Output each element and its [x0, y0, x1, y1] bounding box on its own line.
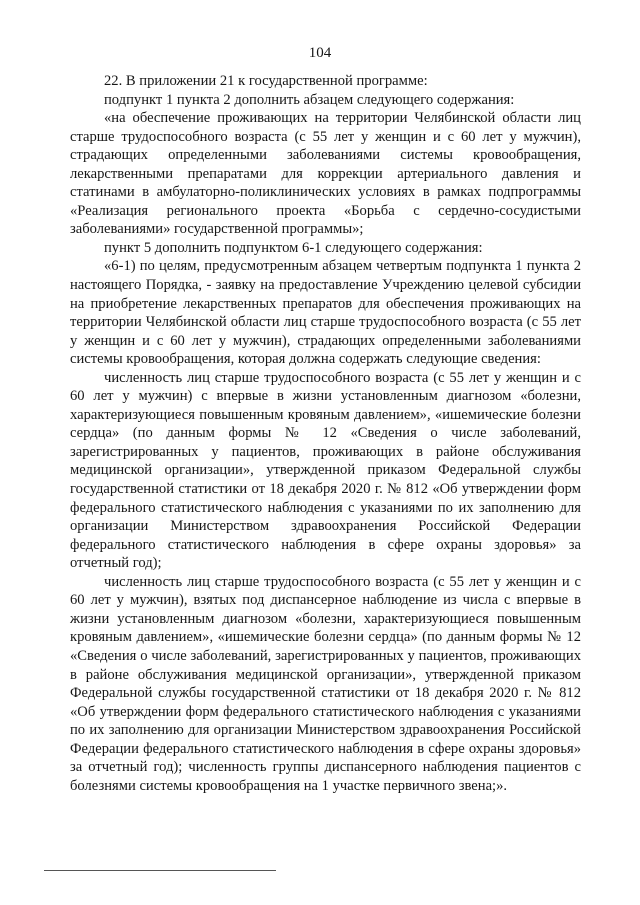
paragraph-subpoint-6-1: «6-1) по целям, предусмотренным абзацем четвертым подпункта 1 пункта 2 настоящего Порядка, - заявку на предоставление Учреждению целевой субсидии на приобретение лекарственных препаратов для обеспечения проживающих на территории Челябинской области лиц старше трудоспособного возраста (с 55 лет у женщин и с 60 лет у мужчин), страдающих определенными заболеваниями системы кровообращения, которая должна содержать следующие сведения: — [70, 258, 581, 368]
paragraph-subpoint-1-point-2: подпункт 1 пункта 2 дополнить абзацем следующего содержания: — [104, 91, 515, 108]
footer-divider — [44, 870, 276, 871]
paragraph-count-first-diagnosis: численность лиц старше трудоспособного возраста (с 55 лет у женщин и с 60 лет у мужчин) с впервые в жизни установленным диагнозом «болезни, характеризующиеся повышенным кровяным давлением», «ишемические болезни сердца» (по данным формы № 12 «Сведения о числе заболеваний, зарегистрированных у пациентов, проживающих в районе обслуживания медицинской организации», утвержденной приказом Федеральной службы государственной статистики от 18 декабря 2020 г. № 812 «Об утверждении форм федерального статистического наблюдения с указаниями по их заполнению для организации Министерством здравоохранения Российской Федерации федерального статистического наблюдения в сфере охраны здоровья» за отчетный год); — [70, 369, 581, 572]
paragraph-item-22: 22. В приложении 21 к государственной программе: — [104, 73, 428, 89]
paragraph-quote-provision: «на обеспечение проживающих на территории Челябинской области лиц старше трудоспособного возраста (с 55 лет у женщин и с 60 лет у мужчин), страдающих определенными заболеваниями системы кровообращения, лекарственными препаратами для коррекции артериального давления и статинами в амбулаторно-поликлинических условиях в рамках подпрограммы «Реализация регионального проекта «Борьба с сердечно-сосудистыми заболеваниями» государственной программы»; — [70, 110, 581, 238]
paragraph-count-dispensary: численность лиц старше трудоспособного возраста (с 55 лет у женщин и с 60 лет у мужчин), взятых под диспансерное наблюдение из числа с впервые в жизни установленным диагнозом «болезни, характеризующиеся повышенным кровяным давлением», «ишемические болезни сердца» (по данным формы № 12 «Сведения о числе заболеваний, зарегистрированных у пациентов, проживающих в районе обслуживания медицинской организации», утвержденной приказом Федеральной службы государственной статистики от 18 декабря 2020 г. № 812 «Об утверждении форм федерального статистического наблюдения с указаниями по их заполнению для организации Министерством здравоохранения Российской Федерации федерального статистического наблюдения в сфере охраны здоровья» за отчетный год); численность группы диспансерного наблюдения пациентов с болезнями системы кровообращения на 1 участке первичного звена;». — [70, 573, 581, 794]
page-number: 104 — [308, 45, 332, 61]
paragraph-point-5: пункт 5 дополнить подпунктом 6-1 следующего содержания: — [104, 239, 483, 256]
document-body — [70, 72, 581, 795]
